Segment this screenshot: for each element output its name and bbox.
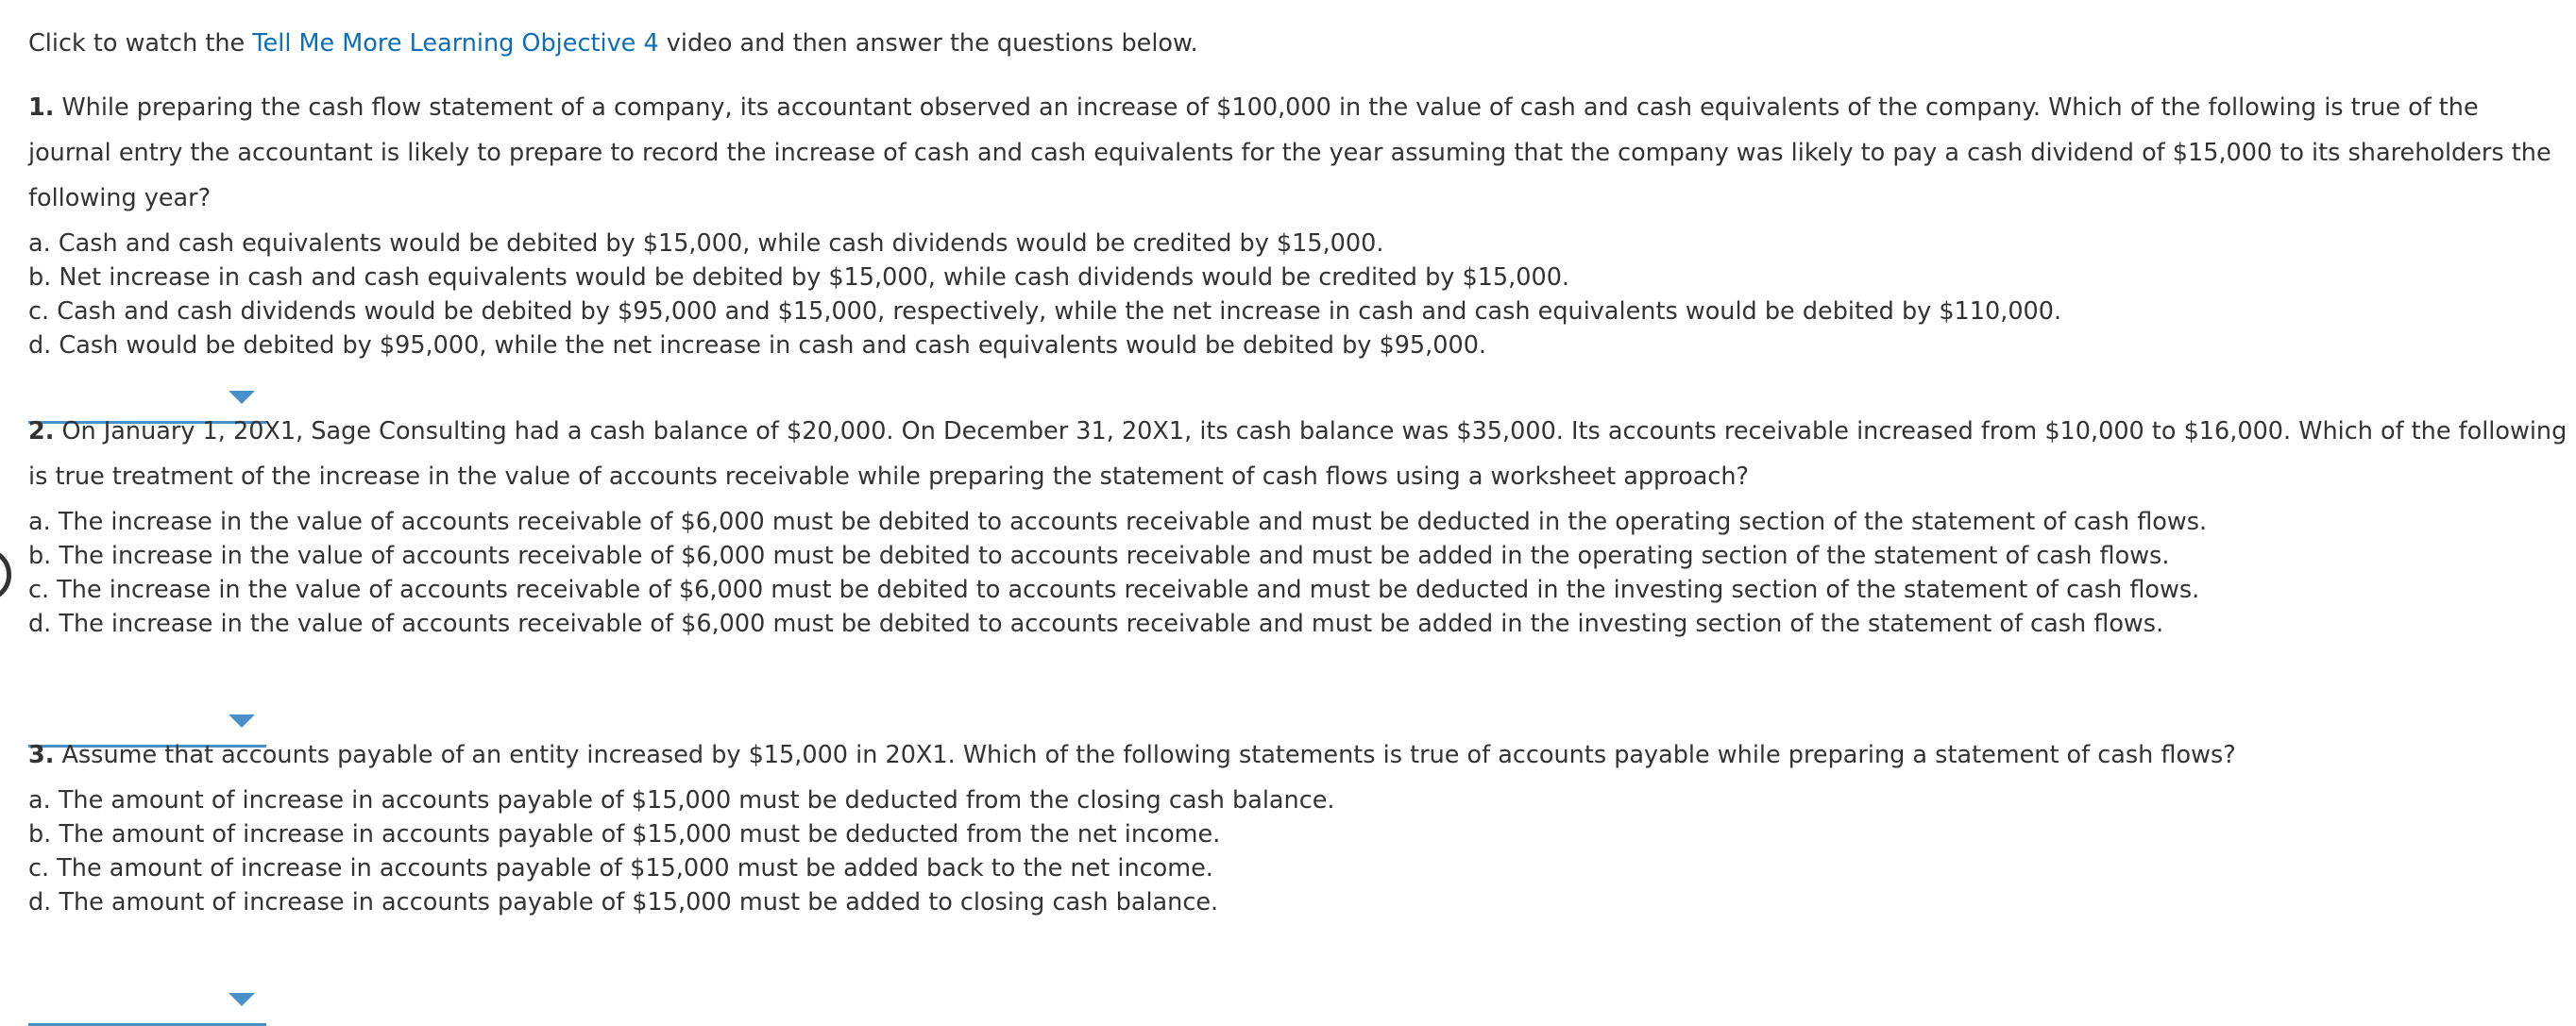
question-body: On January 1, 20X1, Sage Consulting had a cash balance of $20,000. On December 31, 20X1, its cash balance was $35,000. Its accounts receivable increased from $10,000 to $16,000. Which of the following is true treatment of the increase in the value of accounts receivable while preparing the statement of cash flows using a worksheet approach? [28,417,2568,491]
question-2 [28,409,2568,641]
intro-text [28,26,2568,64]
option-d: d. Cash would be debited by $95,000, while the net increase in cash and cash equivalents would be debited by $95,000. [28,331,1487,360]
answer-options [28,783,2568,919]
option-a: a. The increase in the value of accounts receivable of $6,000 must be debited to accounts receivable and must be deducted in the operating section of the statement of cash flows. [28,508,2208,536]
option-c: c. The amount of increase in accounts payable of $15,000 must be added back to the net income. [28,854,1213,883]
question-number: 2. [28,417,55,446]
answer-options [28,505,2568,641]
question-number: 1. [28,93,55,122]
option-a: a. The amount of increase in accounts payable of $15,000 must be deducted from the closing cash balance. [28,786,1335,815]
question-text [28,732,2568,778]
video-link[interactable]: Tell Me More Learning Objective 4 [252,29,659,58]
question-1 [28,85,2568,362]
question-3 [28,732,2568,919]
intro-prefix: Click to watch the [28,29,253,58]
option-b: b. The amount of increase in accounts payable of $15,000 must be deducted from the net income. [28,820,1221,849]
answer-options [28,227,2568,362]
intro-suffix: video and then answer the questions below. [658,29,1198,58]
question-text [28,85,2568,221]
option-d: d. The increase in the value of accounts receivable of $6,000 must be debited to accounts receivable and must be added in the investing section of the statement of cash flows. [28,610,2164,638]
question-text [28,409,2568,499]
option-b: b. The increase in the value of accounts receivable of $6,000 must be debited to accounts receivable and must be added in the operating section of the statement of cash flows. [28,542,2170,570]
question-number: 3. [28,741,55,769]
answer-dropdown-3[interactable] [28,984,266,1026]
option-c: c. Cash and cash dividends would be debited by $95,000 and $15,000, respectively, while the net increase in cash and cash equivalents would be debited by $110,000. [28,297,2062,326]
question-body: Assume that accounts payable of an entity increased by $15,000 in 20X1. Which of the following statements is true of accounts payable while preparing a statement of cash flows? [61,741,2236,769]
chevron-down-icon [229,391,255,404]
scroll-indicator-ring [0,547,11,602]
assignment-page [28,26,2568,917]
option-d: d. The amount of increase in accounts payable of $15,000 must be added to closing cash balance. [28,888,1219,917]
option-c: c. The increase in the value of accounts receivable of $6,000 must be debited to accounts receivable and must be deducted in the investing section of the statement of cash flows. [28,576,2200,604]
question-body: While preparing the cash flow statement of a company, its accountant observed an increase of $100,000 in the value of cash and cash equivalents of the company. Which of the following is true of the journal entry the accountant is likely to prepare to record the increase of cash and cash equivalents for the year assuming that the company was likely to pay a cash dividend of $15,000 to its shareholders the following year? [28,93,2551,212]
chevron-down-icon [229,993,255,1006]
option-a: a. Cash and cash equivalents would be debited by $15,000, while cash dividends would be credited by $15,000. [28,229,1384,258]
option-b: b. Net increase in cash and cash equivalents would be debited by $15,000, while cash dividends would be credited by $15,000. [28,263,1570,292]
chevron-down-icon [229,715,255,728]
